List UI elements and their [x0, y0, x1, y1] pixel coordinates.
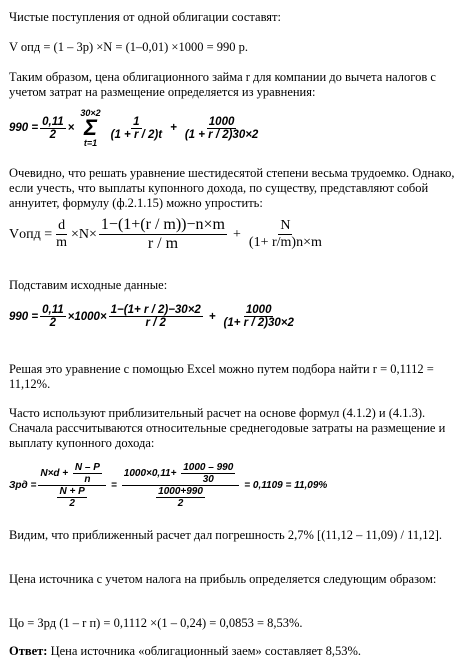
equation-2 — [9, 216, 326, 253]
eq4-fraction-numeric: 1000×0,11+ $\frac{1000 - 990}{30}$ $\frac{1000+990}{2}$ — [122, 462, 240, 509]
formula-net-proceeds: V опд = (1 – 3р) ×N = (1–0,01) ×1000 = 990 р. — [9, 40, 249, 54]
eq2-fraction-annuity: $\frac{1-(1+(r / m))-n\times m}{r / m}$ — [100, 216, 225, 252]
eq3-lhs: 990 = — [9, 310, 39, 323]
paragraph-excel-solution: Решая это уравнение с помощью Excel можно путем подбора найти r = 0,1112 = 11,12%. — [9, 362, 434, 391]
eq1-summation: 30×2 Σ t=1 — [80, 108, 101, 148]
eq2-plus: + — [233, 226, 241, 242]
eq4-lhs: Зрд = — [9, 480, 37, 491]
paragraph-bond-cost: Таким образом, цена облигационного займа r для компании до вычета налогов с учетом затрат на размещение определяется из уравнения: — [9, 70, 436, 99]
paragraph-error: Видим, что приближенный расчет дал погрешность 2,7% [(11,12 – 11,09) / 11,12]. — [9, 528, 443, 542]
equation-4 — [9, 462, 327, 509]
paragraph-approximate: Часто используют приблизительный расчет на основе формул (4.1.2) и (4.1.3). Сначала рассчитываются относительные среднегодовые затраты на размещение и выплату купонного дохода: — [9, 406, 446, 450]
eq3-times: ×1000× — [67, 310, 107, 323]
eq1-plus: + — [170, 122, 177, 134]
eq1-lhs: 990 = — [9, 122, 39, 134]
eq4-result: = 0,1109 = 11,09% — [244, 480, 328, 491]
eq2-fraction-dm: $\frac{d}{m}$ — [56, 218, 68, 250]
paragraph-substitute: Подставим исходные данные: — [9, 278, 168, 292]
equation-3 — [9, 304, 298, 329]
eq3-plus: + — [208, 310, 216, 323]
eq3-fraction-coupon: $\frac{0,11}{2}$ — [42, 304, 64, 329]
eq4-fraction-general: N×d + $\frac{N - P}{n}$ $\frac{N + P}{2}$ — [38, 462, 106, 509]
paragraph-net-proceeds: Чистые поступления от одной облигации составят: — [9, 10, 281, 24]
equation-1 — [9, 108, 262, 148]
eq2-times: ×N× — [71, 226, 97, 242]
formula-cost-after-tax: Цо = Зрд (1 – r п) = 0,1112 ×(1 – 0,24) = 0,0853 = 8,53%. — [9, 616, 303, 630]
eq3-fraction-face: $\frac{1000}{(1+ r / 2)30\times 2}$ — [223, 304, 294, 329]
eq2-lhs: Vопд = — [9, 226, 53, 242]
eq1-fraction-face: $\frac{1000}{(1 + r / 2)30\times 2}$ — [184, 115, 259, 141]
eq1-fraction-coupon: $\frac{0,11}{2}$ — [42, 115, 64, 141]
answer-text: Цена источника «облигационный заем» составляет 8,53%. — [47, 644, 362, 658]
eq4-equals: = — [110, 480, 117, 491]
answer-label: Ответ: — [9, 644, 48, 658]
eq1-times: × — [67, 122, 75, 134]
eq2-fraction-face: $\frac{N}{(1+ r/m)n\times m}$ — [248, 218, 322, 250]
eq1-fraction-discount: $\frac{1}{(1 + r / 2)t}$ — [110, 115, 163, 141]
paragraph-annuity: Очевидно, что решать уравнение шестидесятой степени весьма трудоемко. Однако, если учесть, что выплаты купонного дохода, по существу, представляют собой аннуитет, формулу (ф.2.1.15) можно упростить: — [9, 166, 455, 210]
eq3-fraction-annuity: $\frac{1-(1+ r / 2)-30\times 2}{r / 2}$ — [110, 304, 201, 329]
paragraph-tax: Цена источника с учетом налога на прибыль определяется следующим образом: — [9, 572, 437, 586]
answer-line — [9, 644, 456, 659]
